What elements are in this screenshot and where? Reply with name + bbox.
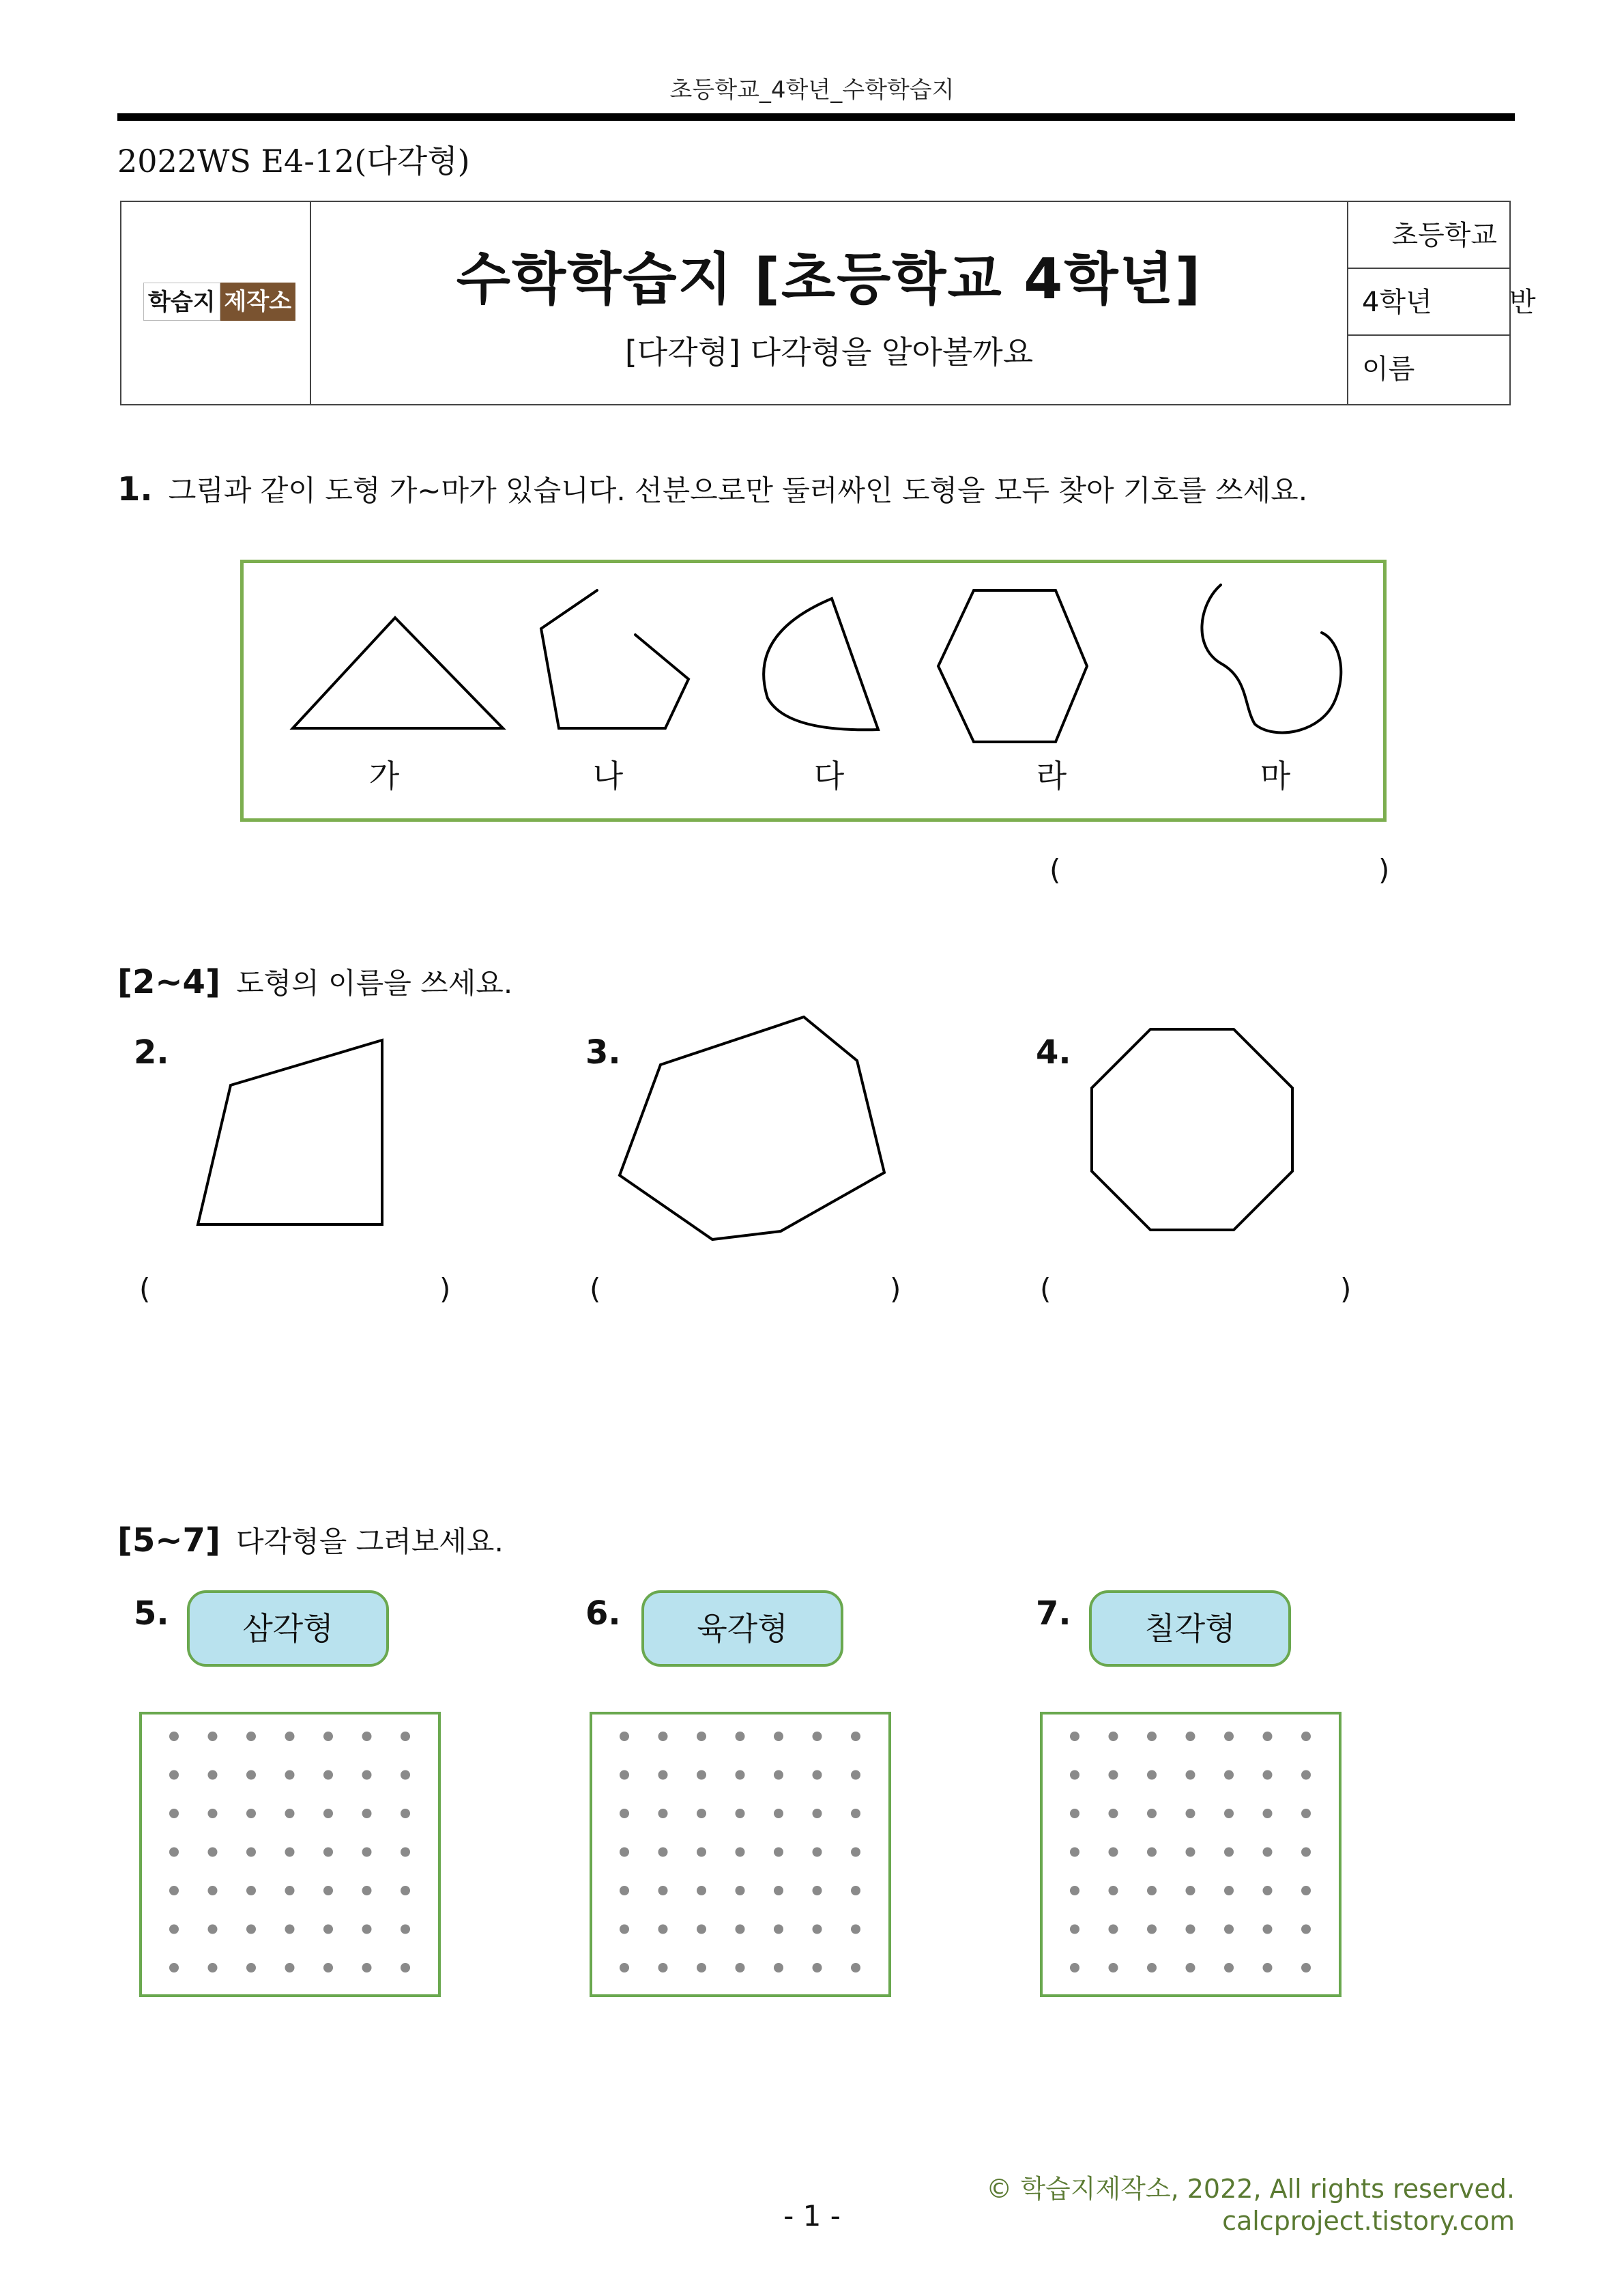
grid-dot [1301, 1925, 1311, 1934]
q3-heptagon-shape [620, 1017, 884, 1239]
grid-dot [169, 1809, 179, 1818]
question-7-dot-grid[interactable] [1040, 1712, 1342, 1997]
grid-dot [658, 1963, 668, 1972]
grid-dot [285, 1925, 295, 1934]
questions-5-7-heading [117, 1519, 504, 1560]
grid-dot [1070, 1848, 1079, 1857]
grid-dot [1224, 1809, 1234, 1818]
shape-ra-hexagon [938, 590, 1087, 742]
grid-dot [1109, 1886, 1118, 1895]
grid-dot [169, 1848, 179, 1857]
grid-dot [169, 1963, 179, 1972]
grid-dot [1147, 1770, 1157, 1780]
grid-dot [1070, 1886, 1079, 1895]
question-7-number: 7. [1036, 1594, 1071, 1633]
grid-dot [246, 1848, 256, 1857]
question-5-dot-grid[interactable] [139, 1712, 441, 1997]
question-6-number: 6. [585, 1594, 621, 1633]
grid-dot [1263, 1886, 1273, 1895]
page-number: - 1 - [783, 2199, 841, 2233]
grid-dot [208, 1809, 218, 1818]
grid-dot [401, 1848, 410, 1857]
grid-dot [1224, 1770, 1234, 1780]
grid-dot [1263, 1770, 1273, 1780]
grid-dot [1186, 1732, 1195, 1741]
running-header: 초등학교_4학년_수학학습지 [669, 76, 955, 104]
grid-dot [285, 1886, 295, 1895]
grid-dot [813, 1809, 822, 1818]
grid-dot [658, 1925, 668, 1934]
grid-dot [323, 1925, 333, 1934]
publisher-logo [143, 283, 295, 321]
grid-dot [1147, 1925, 1157, 1934]
grid-dot [813, 1925, 822, 1934]
logo-text-part2: 제작소 [220, 283, 296, 321]
grid-dot [620, 1886, 629, 1895]
question-1-number: 1. [117, 470, 153, 508]
q4-octagon-shape [1092, 1029, 1292, 1230]
shape-ma-curve [1202, 585, 1341, 732]
grid-dot [736, 1770, 745, 1780]
grid-dot [169, 1732, 179, 1741]
shape-label-da: 다 [813, 758, 845, 794]
questions-2-4-heading [117, 961, 512, 1002]
grid-dot [813, 1770, 822, 1780]
grid-dot [1301, 1732, 1311, 1741]
grid-dot [774, 1848, 783, 1857]
shape-da-half-circle [764, 599, 878, 730]
grid-dot [1109, 1963, 1118, 1972]
grid-dot [401, 1925, 410, 1934]
grid-dot [1224, 1963, 1234, 1972]
grid-dot [1147, 1809, 1157, 1818]
q4-answer-blank[interactable] [1056, 1269, 1337, 1308]
grid-dot [285, 1770, 295, 1780]
grid-dot [1301, 1770, 1311, 1780]
grid-dot [1224, 1886, 1234, 1895]
grid-dot [285, 1732, 295, 1741]
q3-answer-blank[interactable] [606, 1269, 887, 1308]
grid-dot [658, 1886, 668, 1895]
grid-dot [401, 1963, 410, 1972]
shape-label-ma: 마 [1260, 758, 1291, 794]
logo-cell [121, 202, 311, 404]
grid-dot [774, 1770, 783, 1780]
dot-grid-svg [1043, 1714, 1339, 1994]
grid-dot [851, 1809, 860, 1818]
grade-class-field[interactable] [1348, 269, 1536, 336]
grid-dot [1186, 1770, 1195, 1780]
grid-dot [658, 1732, 668, 1741]
grid-dot [246, 1770, 256, 1780]
grid-dot [851, 1732, 860, 1741]
grid-dot [1263, 1848, 1273, 1857]
grid-dot [697, 1732, 706, 1741]
grid-dot [208, 1886, 218, 1895]
question-7-shape-pill: 칠각형 [1089, 1590, 1291, 1667]
grid-dot [774, 1809, 783, 1818]
grid-dot [851, 1848, 860, 1857]
grid-dot [169, 1886, 179, 1895]
name-field[interactable] [1348, 336, 1509, 403]
grid-dot [620, 1732, 629, 1741]
questions-2-4-range: [2~4] [117, 963, 220, 1001]
grid-dot [1109, 1732, 1118, 1741]
grid-dot [620, 1809, 629, 1818]
grid-dot [246, 1809, 256, 1818]
grid-dot [620, 1848, 629, 1857]
grid-dot [246, 1732, 256, 1741]
grid-dot [401, 1809, 410, 1818]
q2-answer-open-paren: ( [139, 1272, 151, 1306]
q1-answer-blank[interactable] [1066, 850, 1374, 889]
logo-text-part1: 학습지 [143, 283, 220, 321]
grid-dot [813, 1732, 822, 1741]
grid-dot [362, 1886, 372, 1895]
grid-dot [620, 1925, 629, 1934]
footer-copyright: © 학습지제작소, 2022, All rights reserved. [986, 2174, 1515, 2204]
dot-grid-svg [592, 1714, 888, 1994]
grid-dot [736, 1848, 745, 1857]
school-field: 초등학교 [1348, 202, 1509, 269]
grid-dot [208, 1770, 218, 1780]
grid-dot [774, 1963, 783, 1972]
grid-dot [1263, 1732, 1273, 1741]
q3-answer-open-paren: ( [590, 1272, 601, 1306]
grid-dot [1147, 1848, 1157, 1857]
grid-dot [1263, 1809, 1273, 1818]
grid-dot [736, 1809, 745, 1818]
name-label: 이름 [1362, 354, 1415, 385]
worksheet-header-table [120, 201, 1536, 405]
grid-dot [1109, 1925, 1118, 1934]
grid-dot [1224, 1848, 1234, 1857]
footer-url[interactable]: calcproject.tistory.com [1222, 2206, 1515, 2236]
questions-2-4-text: 도형의 이름을 쓰세요. [235, 966, 513, 1000]
worksheet-title: 수학학습지 [초등학교 4학년] [456, 247, 1202, 312]
grid-dot [736, 1886, 745, 1895]
shape-label-ra: 라 [1036, 758, 1067, 794]
grid-dot [1301, 1886, 1311, 1895]
grid-dot [1147, 1886, 1157, 1895]
grid-dot [697, 1770, 706, 1780]
question-6-shape-pill: 육각형 [641, 1590, 843, 1667]
grid-dot [851, 1770, 860, 1780]
grid-dot [736, 1963, 745, 1972]
grid-dot [1070, 1732, 1079, 1741]
grade-label: 4학년 [1362, 287, 1432, 318]
grid-dot [1070, 1770, 1079, 1780]
grid-dot [169, 1925, 179, 1934]
grid-dot [401, 1886, 410, 1895]
grid-dot [697, 1848, 706, 1857]
grid-dot [697, 1886, 706, 1895]
grid-dot [1301, 1848, 1311, 1857]
grid-dot [1263, 1963, 1273, 1972]
grid-dot [1147, 1963, 1157, 1972]
question-3-number: 3. [585, 1033, 621, 1072]
grid-dot [658, 1809, 668, 1818]
grid-dot [246, 1925, 256, 1934]
question-6-dot-grid[interactable] [590, 1712, 891, 1997]
grid-dot [169, 1770, 179, 1780]
grid-dot [851, 1886, 860, 1895]
q2-answer-blank[interactable] [156, 1269, 437, 1308]
q1-answer-close-paren: ) [1378, 853, 1390, 887]
grid-dot [1186, 1963, 1195, 1972]
grid-dot [323, 1732, 333, 1741]
grid-dot [697, 1925, 706, 1934]
document-code: 2022WS E4-12(다각형) [117, 143, 470, 180]
grid-dot [1186, 1886, 1195, 1895]
grid-dot [736, 1732, 745, 1741]
grid-dot [246, 1886, 256, 1895]
questions-5-7-range: [5~7] [117, 1521, 220, 1560]
grid-dot [774, 1732, 783, 1741]
grid-dot [1263, 1925, 1273, 1934]
q4-answer-close-paren: ) [1340, 1272, 1352, 1306]
shape-ga-triangle [293, 618, 503, 728]
grid-dot [1109, 1809, 1118, 1818]
grid-dot [362, 1732, 372, 1741]
dot-grid-svg [142, 1714, 438, 1994]
grid-dot [285, 1963, 295, 1972]
grid-dot [285, 1848, 295, 1857]
grid-dot [736, 1925, 745, 1934]
shape-na-open-pentagon [541, 590, 688, 728]
grid-dot [620, 1770, 629, 1780]
grid-dot [362, 1809, 372, 1818]
grid-dot [362, 1770, 372, 1780]
grid-dot [620, 1963, 629, 1972]
grid-dot [362, 1963, 372, 1972]
grid-dot [208, 1732, 218, 1741]
student-info-cell [1347, 202, 1536, 404]
grid-dot [851, 1963, 860, 1972]
grid-dot [362, 1848, 372, 1857]
grid-dot [323, 1809, 333, 1818]
question-1 [117, 468, 1307, 509]
questions-2-4-shapes-svg [0, 996, 1624, 1256]
grid-dot [813, 1848, 822, 1857]
q1-figure-box [240, 560, 1387, 822]
grid-dot [658, 1848, 668, 1857]
q4-answer-open-paren: ( [1040, 1272, 1052, 1306]
q2-answer-close-paren: ) [439, 1272, 451, 1306]
q1-answer-open-paren: ( [1049, 853, 1061, 887]
grid-dot [323, 1770, 333, 1780]
grid-dot [813, 1886, 822, 1895]
question-5-number: 5. [134, 1594, 169, 1633]
grid-dot [851, 1925, 860, 1934]
grid-dot [774, 1925, 783, 1934]
worksheet-subtitle: [다각형] 다각형을 알아볼까요 [624, 334, 1034, 371]
grid-dot [323, 1848, 333, 1857]
grid-dot [658, 1770, 668, 1780]
grid-dot [1186, 1809, 1195, 1818]
grid-dot [1186, 1848, 1195, 1857]
grid-dot [1109, 1848, 1118, 1857]
grid-dot [1224, 1925, 1234, 1934]
questions-5-7-text: 다각형을 그려보세요. [235, 1525, 504, 1558]
grid-dot [285, 1809, 295, 1818]
grid-dot [1147, 1732, 1157, 1741]
grid-dot [774, 1886, 783, 1895]
grid-dot [1070, 1925, 1079, 1934]
q2-quadrilateral-shape [198, 1040, 382, 1224]
grid-dot [1224, 1732, 1234, 1741]
grid-dot [1109, 1770, 1118, 1780]
question-1-text: 그림과 같이 도형 가~마가 있습니다. 선분으로만 둘러싸인 도형을 모두 찾아 기호를 쓰세요. [168, 474, 1308, 507]
grid-dot [1301, 1809, 1311, 1818]
grid-dot [246, 1963, 256, 1972]
grid-dot [697, 1809, 706, 1818]
grid-dot [1301, 1963, 1311, 1972]
grid-dot [362, 1925, 372, 1934]
grid-dot [323, 1963, 333, 1972]
grid-dot [1070, 1963, 1079, 1972]
shape-label-na: 나 [592, 758, 624, 794]
question-2-number: 2. [134, 1033, 169, 1072]
header-rule [117, 113, 1515, 121]
grid-dot [1186, 1925, 1195, 1934]
class-label: 반 [1509, 287, 1536, 318]
shape-label-ga: 가 [368, 758, 400, 794]
grid-dot [208, 1963, 218, 1972]
grid-dot [401, 1770, 410, 1780]
grid-dot [697, 1963, 706, 1972]
grid-dot [208, 1925, 218, 1934]
question-5-shape-pill: 삼각형 [187, 1590, 389, 1667]
grid-dot [1070, 1809, 1079, 1818]
grid-dot [323, 1886, 333, 1895]
q3-answer-close-paren: ) [890, 1272, 901, 1306]
grid-dot [813, 1963, 822, 1972]
question-4-number: 4. [1036, 1033, 1071, 1072]
grid-dot [208, 1848, 218, 1857]
grid-dot [401, 1732, 410, 1741]
